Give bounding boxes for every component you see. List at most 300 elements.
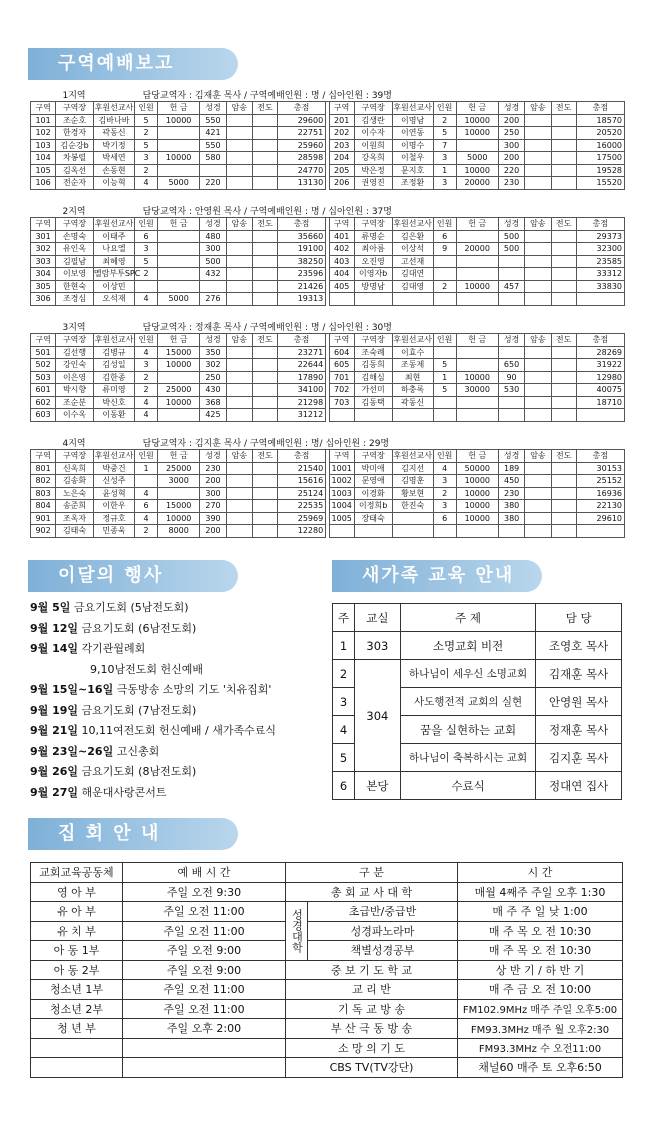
cell [498,255,524,268]
cell: 10000 [158,512,200,525]
meet-time [123,1058,286,1078]
cell: 29373 [576,230,624,243]
cell: 401 [329,230,354,243]
meetings-title: 집 회 안 내 [28,818,238,850]
cell [525,139,551,152]
event-date: 9월 14일 [30,642,79,655]
cell: 3 [433,475,456,488]
cell: 윤성혁 [93,487,134,500]
column-header: 구역장 [354,102,392,115]
cell: 김한종 [93,371,134,384]
meet-header: 예 배 시 간 [123,863,286,883]
cell: 2 [135,127,158,140]
cell: 380 [498,512,524,525]
cell: 이수옥 [56,409,94,422]
cell: 404 [329,268,354,281]
district-info: 담당교역자 : 정재훈 목사 / 구역예배인원 : 명 / 십아인원 : 30명 [135,320,625,334]
meet-schedule: 매 주 금 오 전 10:00 [458,980,623,1000]
cell: 손명숙 [56,230,94,243]
meet-group: 영 아 부 [31,882,123,902]
cell [252,396,277,409]
cell [200,164,226,177]
cell: 12280 [278,525,326,538]
cell: 고선재 [392,255,433,268]
cell [456,359,498,372]
cell [157,409,199,422]
cell: 12980 [576,371,624,384]
cell: 22130 [576,500,624,513]
column-header: 총점 [576,218,624,231]
cell: 530 [498,384,524,397]
column-header: 성경 [498,102,524,115]
meet-schedule: 매 주 목 오 전 10:30 [458,921,623,941]
cell [252,512,277,525]
cell [252,487,277,500]
column-header: 암송 [525,450,551,463]
cell: 17500 [576,152,624,165]
cell: 조순분 [56,396,94,409]
column-header: 구역 [329,102,354,115]
cell: 김옥선 [56,164,94,177]
meet-category: 초급반/중급반 [308,902,458,922]
cell: 곽동신 [93,127,134,140]
cell [551,164,576,177]
cell: 503 [31,371,56,384]
event-text: 각기관월례회 [81,642,146,655]
column-header: 인원 [433,334,456,347]
cell [226,293,252,306]
cell [354,409,392,422]
cell: 15000 [158,500,200,513]
cell [551,512,576,525]
cell: 189 [498,462,524,475]
cell: 김명훈 [392,475,433,488]
cell: 33312 [576,268,624,281]
cell: 402 [329,243,354,256]
cell: 18570 [576,114,624,127]
cell [252,346,277,359]
cell: 270 [200,500,226,513]
cell: 306 [31,293,56,306]
cell: 김송화 [56,475,94,488]
cell: 605 [329,359,354,372]
district-name: 3지역 [31,320,135,334]
cell: 송준희 [56,500,94,513]
cell: 민종욱 [93,525,134,538]
cell: 황보현 [392,487,433,500]
cell [157,255,199,268]
cell: 4 [135,346,158,359]
cell [226,177,252,190]
cell: 901 [31,512,56,525]
cell: 230 [498,487,524,500]
cell [525,268,551,281]
newfamily-table [332,603,622,800]
meet-time: 주일 오전 9:30 [123,882,286,902]
cell: 이원희 [354,139,392,152]
cell [498,396,524,409]
cell: 802 [31,475,56,488]
edu-header: 담 당 [536,604,622,632]
cell: 6 [433,512,456,525]
cell: 2 [433,114,456,127]
cell: 106 [31,177,56,190]
column-header: 구역장 [56,218,94,231]
cell: 33830 [576,280,624,293]
cell: 220 [200,177,226,190]
column-header: 인원 [433,102,456,115]
cell [525,280,551,293]
cell [157,230,199,243]
district-name: 4지역 [31,436,135,450]
cell [433,396,456,409]
cell [551,475,576,488]
cell: 김은환 [392,230,433,243]
cell [525,243,551,256]
cell [226,409,252,422]
edu-week: 3 [333,688,355,716]
column-header: 암송 [525,334,551,347]
column-header: 전도 [252,218,277,231]
column-header: 구역장 [56,450,94,463]
cell [456,139,498,152]
cell [498,293,524,306]
cell [525,230,551,243]
cell [226,230,252,243]
cell: 5 [433,384,456,397]
cell: 4 [135,293,158,306]
meet-category: 총 회 교 사 대 학 [286,882,458,902]
cell [551,359,576,372]
cell: 425 [200,409,226,422]
cell [252,371,277,384]
cell: 457 [498,280,524,293]
cell: 32300 [576,243,624,256]
edu-topic: 수료식 [400,772,535,800]
cell [157,280,199,293]
cell: 이은영 [56,371,94,384]
cell [551,114,576,127]
district-table [30,204,625,306]
column-header: 헌 금 [157,218,199,231]
event-date: 9월 5일 [30,601,71,614]
edu-topic: 꿈을 실현하는 교회 [400,716,535,744]
cell: 4 [135,512,158,525]
events-title: 이달의 행사 [28,560,238,592]
cell: 23596 [278,268,326,281]
cell [354,525,392,538]
cell [226,396,252,409]
cell [226,371,252,384]
cell: 20000 [456,177,498,190]
cell: 104 [31,152,56,165]
cell: 421 [200,127,226,140]
edu-week: 2 [333,660,355,688]
column-header: 헌 금 [157,102,199,115]
cell [551,268,576,281]
cell: 701 [329,371,354,384]
cell: 김필남 [56,255,94,268]
cell [498,525,524,538]
column-header: 성경 [200,450,226,463]
cell: 17890 [278,371,326,384]
cell [456,409,498,422]
report-title: 구역예배보고 [28,48,238,80]
cell: 206 [329,177,354,190]
cell: 300 [498,139,524,152]
column-header: 구역 [329,334,354,347]
event-text: 금요기도회 (5남전도회) [73,601,189,614]
cell: 16000 [576,139,624,152]
cell [456,396,498,409]
meet-schedule: FM93.3MHz 수 오전11:00 [458,1038,623,1058]
cell [226,462,252,475]
column-header: 후원선교사 [94,451,134,461]
column-header: 인원 [433,218,456,231]
cell [226,500,252,513]
cell: 21426 [278,280,326,293]
cell [392,293,433,306]
newfamily-title: 새가족 교육 안내 [332,560,542,592]
cell: 29600 [278,114,326,127]
cell: 김동희 [354,359,392,372]
cell: 1001 [329,462,354,475]
cell [226,152,252,165]
cell: 19100 [278,243,326,256]
event-text: 금요기도회 (6남전도회) [81,621,197,635]
cell: 25960 [278,139,326,152]
cell: 박기정 [93,139,134,152]
cell: 멜람부투SPC [93,269,141,279]
meet-group: 청 년 부 [31,1019,123,1039]
cell: 조동제 [392,359,433,372]
cell [252,280,277,293]
event-item [30,742,159,762]
cell [157,268,199,281]
column-header: 총점 [278,334,326,347]
edu-topic: 하나님이 세우신 소명교회 [400,660,535,688]
cell: 2 [135,384,158,397]
cell [329,525,354,538]
meetings-table [30,862,623,1078]
column-header: 전도 [551,450,576,463]
cell: 20520 [576,127,624,140]
cell: 이상석 [392,243,433,256]
column-header: 후원선교사 [393,103,432,113]
cell: 4 [135,177,158,190]
cell [157,164,199,177]
column-header: 성경 [498,334,524,347]
cell: 550 [200,139,226,152]
cell: 5 [135,114,158,127]
cell: 차봉렬 [56,152,94,165]
event-item [30,721,276,741]
cell [551,525,576,538]
cell: 이명수 [392,139,433,152]
event-item [30,639,145,659]
cell: 3 [135,152,158,165]
cell: 201 [329,114,354,127]
cell: 10000 [456,280,498,293]
cell: 502 [31,359,56,372]
cell [525,164,551,177]
cell: 200 [498,114,524,127]
cell: 1004 [329,500,354,513]
cell: 오석재 [93,293,134,306]
edu-room: 303 [354,632,400,660]
cell: 10000 [456,114,498,127]
cell: 10000 [456,500,498,513]
cell: 3 [135,359,158,372]
cell [158,487,200,500]
cell: 정규호 [93,512,134,525]
meet-schedule: 채널60 매주 토 오후6:50 [458,1058,623,1078]
cell: 35660 [278,230,326,243]
cell: 34100 [278,384,326,397]
cell: 1 [135,462,158,475]
column-header: 후원선교사 [393,335,432,345]
event-date: 9월 23일~26일 [30,744,114,758]
cell: 432 [200,268,226,281]
column-header: 구역장 [56,334,94,347]
cell: 1 [433,164,456,177]
meet-time: 주일 오후 2:00 [123,1019,286,1039]
cell: 250 [498,127,524,140]
cell: 90 [498,371,524,384]
event-item [30,680,271,700]
column-header: 구역 [31,334,56,347]
column-header: 구역 [329,218,354,231]
cell: 105 [31,164,56,177]
cell [226,280,252,293]
cell: 15520 [576,177,624,190]
district-name: 2지역 [31,204,135,218]
meet-schedule: 상 반 기 / 하 반 기 [458,960,623,980]
column-header: 후원선교사 [94,103,134,113]
cell: 이동환 [93,409,134,422]
cell: 205 [329,164,354,177]
cell [551,127,576,140]
cell: 이정희b [354,500,392,513]
cell [525,500,551,513]
cell: 박시향 [56,384,94,397]
cell: 3 [135,243,158,256]
cell [525,114,551,127]
event-item [30,619,196,639]
cell: 602 [31,396,56,409]
cell: 25124 [278,487,326,500]
cell [252,177,277,190]
edu-teacher: 정대연 집사 [536,772,622,800]
cell [252,475,277,488]
cell: 25000 [158,462,200,475]
cell [456,268,498,281]
edu-room: 304 [354,660,400,772]
cell: 38250 [278,255,326,268]
cell: 25969 [278,512,326,525]
event-text: 금요기도회 (7남전도회) [81,703,197,717]
meet-header: 시 간 [458,863,623,883]
cell: 가선미 [354,384,392,397]
cell: 이명남 [392,114,433,127]
cell: 나요엘 [93,243,134,256]
cell: 한진숙 [392,500,433,513]
cell [226,359,252,372]
column-header: 암송 [226,218,252,231]
meet-group [31,1038,123,1058]
column-header: 전도 [551,102,576,115]
cell [525,127,551,140]
edu-header: 주 제 [400,604,535,632]
bible-college-label: 성경대학 [286,902,308,961]
cell: 28269 [576,346,624,359]
cell [576,409,624,422]
cell: 김순강b [56,139,94,152]
cell: 문영애 [354,475,392,488]
cell: 박미애 [354,462,392,475]
cell [252,359,277,372]
cell: 200 [498,152,524,165]
column-header: 전도 [252,334,277,347]
cell: 이연동 [392,127,433,140]
column-header: 헌 금 [456,218,498,231]
cell: 21540 [278,462,326,475]
cell: 4 [135,487,158,500]
cell [551,293,576,306]
cell: 500 [200,255,226,268]
event-item [30,701,196,721]
cell [576,525,624,538]
cell: 250 [200,371,226,384]
cell [226,346,252,359]
edu-topic: 하나님이 축복하시는 교회 [400,744,535,772]
cell: 350 [200,346,226,359]
cell: 304 [31,268,56,281]
cell: 조순호 [56,114,94,127]
cell: 40075 [576,384,624,397]
cell: 이한우 [93,500,134,513]
cell: 24770 [278,164,326,177]
cell [551,462,576,475]
column-header: 헌 금 [456,450,498,463]
meet-time: 주일 오전 11:00 [123,921,286,941]
cell [329,409,354,422]
cell: 신성주 [93,475,134,488]
meet-group: 유 아 부 [31,902,123,922]
cell: 10000 [456,512,498,525]
cell: 702 [329,384,354,397]
cell [157,139,199,152]
cell: 4 [433,462,456,475]
meet-time: 주일 오전 11:00 [123,902,286,922]
edu-teacher: 안영원 목사 [536,688,622,716]
column-header: 헌 금 [456,334,498,347]
cell: 4 [135,396,158,409]
edu-topic: 사도행전적 교회의 실현 [400,688,535,716]
meet-schedule: 매 주 주 일 낮 1:00 [458,902,623,922]
cell: 601 [31,384,56,397]
cell: 10000 [456,475,498,488]
cell [525,359,551,372]
column-header: 구역 [31,102,56,115]
event-item [30,783,167,803]
column-header: 후원선교사 [393,219,432,229]
cell: 31212 [278,409,326,422]
cell: 5000 [157,177,199,190]
cell: 450 [498,475,524,488]
cell [226,243,252,256]
cell [456,230,498,243]
